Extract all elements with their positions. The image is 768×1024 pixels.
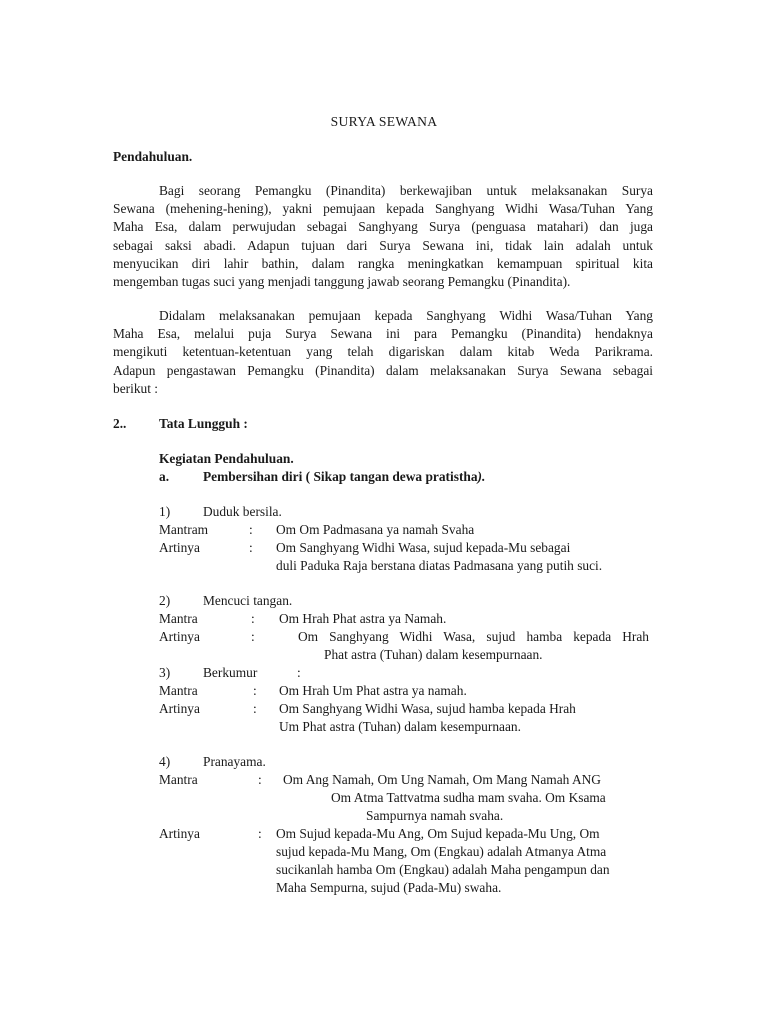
item-3-arti-line: Um Phat astra (Tuhan) dalam kesempurnaan. <box>279 719 521 734</box>
item-3-number: 3) <box>159 665 171 680</box>
item-3-mantra: Om Hrah Um Phat astra ya namah. <box>279 683 467 698</box>
section-title: Tata Lungguh : <box>159 416 248 431</box>
item-4-arti-line: sucikanlah hamba Om (Engkau) adalah Maha pengampun dan <box>276 862 610 877</box>
paragraph-line: menyucikan diri lahir bathin, dalam rangka meningkatkan kemampuan spiritual kita <box>113 255 653 271</box>
item-2-mantra: Om Hrah Phat astra ya Namah. <box>279 611 447 626</box>
item-1-title: Duduk bersila. <box>203 504 282 519</box>
item-4-number: 4) <box>159 754 171 769</box>
item-2-arti-colon: : <box>251 629 255 644</box>
document-title: SURYA SEWANA <box>330 114 438 129</box>
item-3-mantra-label: Mantra <box>159 683 198 698</box>
item-3-arti-label: Artinya <box>159 701 200 716</box>
item-4-arti-line: Maha Sempurna, sujud (Pada-Mu) swaha. <box>276 880 502 895</box>
item-3-arti-colon: : <box>253 701 257 716</box>
intro-heading: Pendahuluan. <box>113 149 193 164</box>
item-4-arti-line: Om Sujud kepada-Mu Ang, Om Sujud kepada-Mu Ung, Om <box>276 826 600 841</box>
item-4-mantra-label: Mantra <box>159 772 198 787</box>
item-4-mantra-line: Om Atma Tattvatma sudha mam svaha. Om Ksama <box>331 790 606 805</box>
item-4-arti-label: Artinya <box>159 826 200 841</box>
item-1-number: 1) <box>159 504 171 519</box>
item-1-arti-colon: : <box>249 540 253 555</box>
paragraph-1 <box>113 182 653 291</box>
paragraph-line: Bagi seorang Pemangku (Pinandita) berkewajiban untuk melaksanakan Surya <box>159 183 653 198</box>
activity-heading: Kegiatan Pendahuluan. <box>159 451 294 466</box>
sub-item-text: Pembersihan diri ( Sikap tangan dewa pratistha <box>203 469 478 484</box>
item-1-arti-line: duli Paduka Raja berstana diatas Padmasana yang putih suci. <box>276 558 603 573</box>
item-4-mantra-colon: : <box>258 772 262 787</box>
item-1-mantra: Om Om Padmasana ya namah Svaha <box>276 522 475 537</box>
item-2-mantra-label: Mantra <box>159 611 198 626</box>
item-2-title: Mencuci tangan. <box>203 593 293 608</box>
paragraph-line: mengikuti ketentuan-ketentuan yang telah digariskan dalam kitab Weda Parikrama. <box>113 344 653 360</box>
paragraph-line: Didalam melaksanakan pemujaan kepada Sanghyang Widhi Wasa/Tuhan Yang <box>159 308 653 323</box>
item-3-mantra-colon: : <box>253 683 257 698</box>
item-2-arti-line: Om Sanghyang Widhi Wasa, sujud hamba kepada Hrah <box>298 629 649 644</box>
item-3-title-colon: : <box>297 665 301 680</box>
paragraph-line: berikut : <box>113 380 158 396</box>
item-1-mantra-label: Mantram <box>159 522 209 537</box>
item-4-mantra-line: Sampurnya namah svaha. <box>366 808 504 823</box>
item-1-mantra-colon: : <box>249 522 253 537</box>
paragraph-2 <box>113 307 653 398</box>
paragraph-line: mengemban tugas suci yang menjadi tanggung jawab seorang Pemangku (Pinandita). <box>113 273 571 289</box>
item-4-mantra-line: Om Ang Namah, Om Ung Namah, Om Mang Namah ANG <box>283 772 601 787</box>
paragraph-line: sebagai saksi abadi. Adapun tujuan dari Surya Sewana ini, tidak lain adalah untuk <box>113 237 653 253</box>
paragraph-line: Maha Esa, melalui puja Surya Sewana ini para Pemangku (Pinandita) hendaknya <box>113 326 653 342</box>
item-4-arti-line: sujud kepada-Mu Mang, Om (Engkau) adalah Atmanya Atma <box>276 844 607 859</box>
item-2-mantra-colon: : <box>251 611 255 626</box>
sub-item-end: ). <box>477 469 486 484</box>
sub-item-title <box>203 468 485 486</box>
item-4-title: Pranayama. <box>203 754 266 769</box>
item-3-title: Berkumur <box>203 665 258 680</box>
paragraph-line: Maha Esa, dalam perwujudan sebagai Sanghyang Surya (penguasa matahari) dan juga <box>113 219 653 235</box>
paragraph-line: Adapun pengastawan Pemangku (Pinandita) dalam melaksanakan Surya Sewana sebagai <box>113 362 653 378</box>
item-3-arti-line: Om Sanghyang Widhi Wasa, sujud hamba kepada Hrah <box>279 701 576 716</box>
item-1-arti-line: Om Sanghyang Widhi Wasa, sujud kepada-Mu sebagai <box>276 540 571 555</box>
item-2-arti-line: Phat astra (Tuhan) dalam kesempurnaan. <box>324 647 543 662</box>
item-2-number: 2) <box>159 593 171 608</box>
section-number: 2.. <box>113 416 127 431</box>
item-1-arti-label: Artinya <box>159 540 200 555</box>
paragraph-line: Sewana (mehening-hening), yakni pemujaan kepada Sanghyang Widhi Wasa/Tuhan Yang <box>113 201 653 217</box>
sub-item-letter: a. <box>159 469 170 484</box>
item-2-arti-label: Artinya <box>159 629 200 644</box>
item-4-arti-colon: : <box>258 826 262 841</box>
